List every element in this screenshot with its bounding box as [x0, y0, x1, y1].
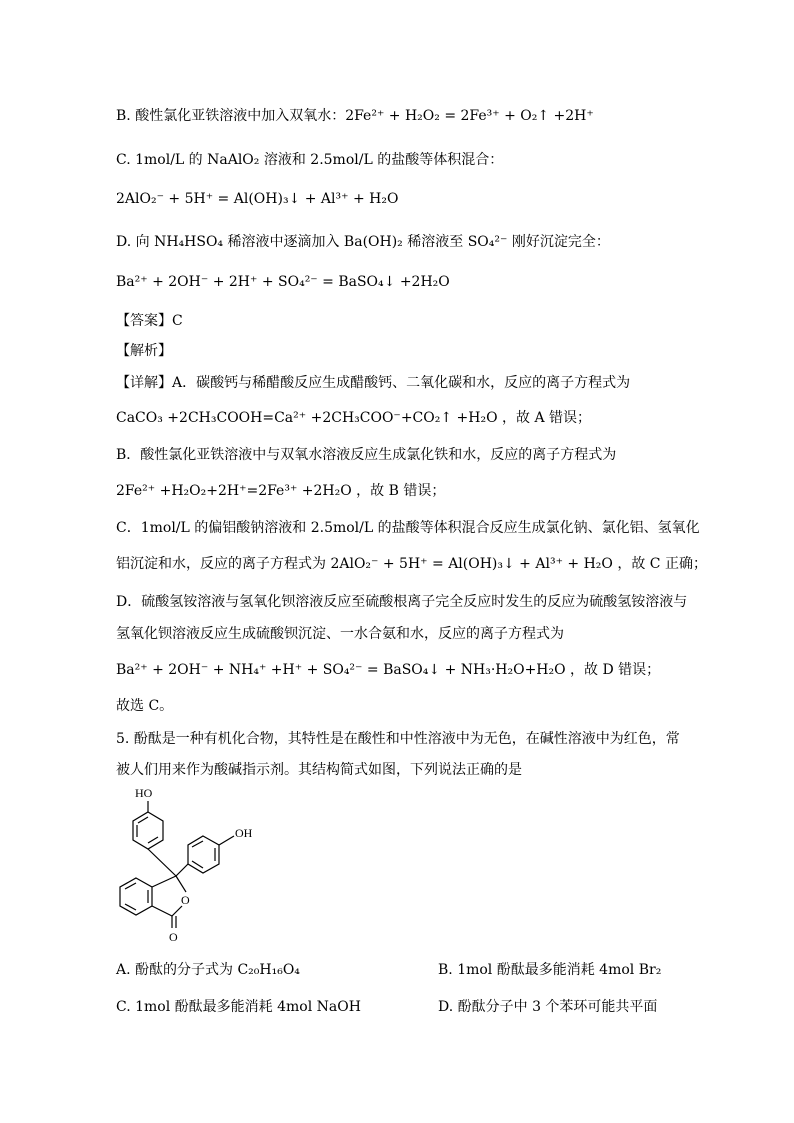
detail-b-line: B．酸性氯化亚铁溶液中与双氧水溶液反应生成氯化铁和水，反应的离子方程式为 — [116, 447, 617, 463]
option-c-line: C. 1mol/L 的 NaAlO₂ 溶液和 2.5mol/L 的盐酸等体积混合： — [116, 152, 504, 168]
detail-a-equation: CaCO₃ +2CH₃COOH=Ca²⁺ +2CH₃COO⁻+CO₂↑ +H₂O ，故 A 错误； — [116, 410, 592, 426]
phenol-ring-right — [188, 836, 219, 873]
hydroxyl-top-label: HO — [135, 786, 153, 800]
option-d-equation: Ba²⁺ + 2OH⁻ + 2H⁺ + SO₄²⁻ = BaSO₄↓ +2H₂O — [116, 274, 450, 290]
choice-b: B. 1mol 酚酞最多能消耗 4mol Br₂ — [438, 962, 662, 978]
choice-d: D. 酚酞分子中 3 个苯环可能共平面 — [438, 999, 658, 1015]
choice-c: C. 1mol 酚酞最多能消耗 4mol NaOH — [116, 999, 361, 1015]
carbonyl-oxygen-label: O — [169, 930, 178, 944]
choice-a: A. 酚酞的分子式为 C₂₀H₁₆O₄ — [116, 962, 300, 978]
question-5-line: 5. 酚酞是一种有机化合物，其特性是在酸性和中性溶液中为无色，在碱性溶液中为红色，常 — [116, 731, 680, 747]
detail-c-line: C．1mol/L 的偏铝酸钠溶液和 2.5mol/L 的盐酸等体积混合反应生成氯化钠、氯化铝、氢氧化 — [116, 520, 700, 536]
conclusion-line: 故选 C。 — [116, 698, 174, 714]
ring-oxygen-label: O — [181, 893, 190, 907]
option-c-equation: 2AlO₂⁻ + 5H⁺ = Al(OH)₃↓ + Al³⁺ + H₂O — [116, 191, 399, 207]
question-5-line-2: 被人们用来作为酸碱指示剂。其结构简式如图，下列说法正确的是 — [116, 762, 522, 778]
option-b-line: B. 酸性氯化亚铁溶液中加入双氧水：2Fe²⁺ + H₂O₂ = 2Fe³⁺ + O₂↑ +2H⁺ — [116, 108, 594, 124]
phenolphthalein-structure — [108, 784, 308, 949]
detail-d-equation: Ba²⁺ + 2OH⁻ + NH₄⁺ +H⁺ + SO₄²⁻ = BaSO₄↓ + NH₃·H₂O+H₂O ，故 D 错误； — [116, 662, 661, 678]
detail-d-line-2: 氢氧化钡溶液反应生成硫酸钡沉淀、一水合氨和水，反应的离子方程式为 — [116, 626, 564, 642]
detail-c-equation: 铝沉淀和水，反应的离子方程式为 2AlO₂⁻ + 5H⁺ = Al(OH)₃↓ + Al³⁺ + H₂O ，故 C 正确； — [116, 556, 707, 572]
detail-d-line: D．硫酸氢铵溶液与氢氧化钡溶液反应至硫酸根离子完全反应时发生的反应为硫酸氢铵溶液与 — [116, 594, 688, 610]
answer-label: 【答案】C — [116, 313, 183, 329]
hydroxyl-right-label: OH — [235, 826, 253, 840]
analysis-label: 【解析】 — [116, 343, 172, 359]
detail-b-equation: 2Fe²⁺ +H₂O₂+2H⁺=2Fe³⁺ +2H₂O ，故 B 错误； — [116, 483, 446, 499]
detail-a-line: 【详解】A．碳酸钙与稀醋酸反应生成醋酸钙、二氧化碳和水，反应的离子方程式为 — [116, 375, 631, 391]
option-d-line: D. 向 NH₄HSO₄ 稀溶液中逐滴加入 Ba(OH)₂ 稀溶液至 SO₄²⁻ 刚好沉淀完全： — [116, 234, 610, 250]
